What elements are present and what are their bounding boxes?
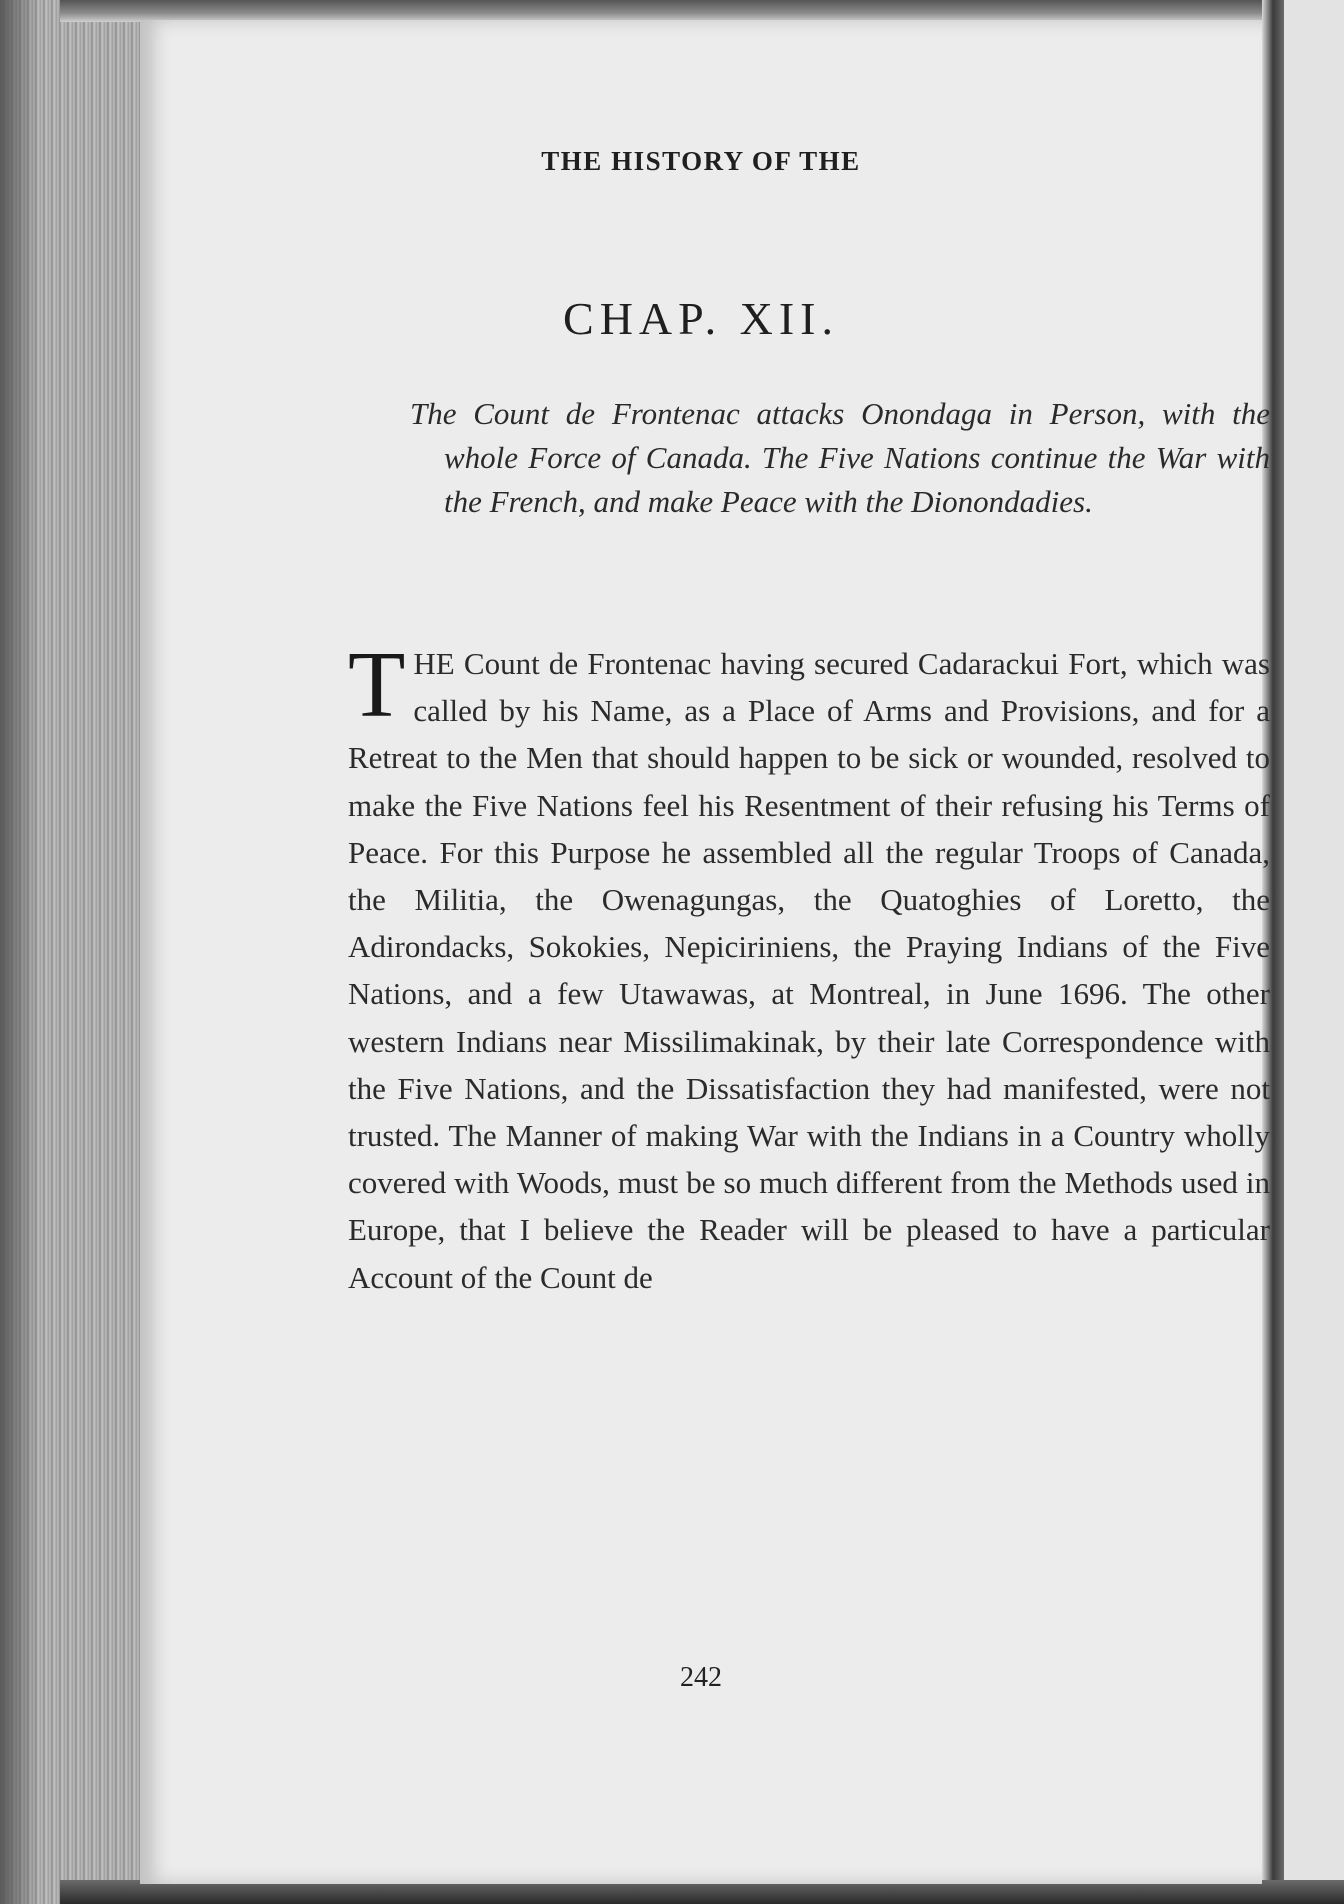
body-text: HE Count de Frontenac having secured Cadarackui Fort, which was called by his Name, as a Place of Arms and Provisions, and for a Retreat to the Men that should happen to be sick or wounded, resolved to make the Five Nations feel his Resentment of their refusing his Terms of Peace. For this Purpose he assembled all the regular Troops of Canada, the Militia, the Owenagungas, the Quatoghies of Loretto, the Adirondacks, Sokokies, Nepiciriniens, the Praying Indians of the Five Nations, and a few Utawawas, at Montreal, in June 1696. The other western Indians near Missilimakinak, by their late Correspondence with the Five Nations, and the Dissatisfaction they had manifested, were not trusted. The Manner of making War with the Indians in a Country wholly covered with Woods, must be so much different from the Methods used in Europe, that I believe the Reader will be pleased to have a particular Account of the Count de (348, 646, 1270, 1295)
drop-cap: T (348, 633, 406, 737)
page-number: 242 (680, 1662, 722, 1693)
chapter-title: CHAP. XII. (563, 293, 839, 344)
facing-page-edge (1284, 0, 1344, 1904)
book-page (140, 20, 1270, 1884)
top-edge (60, 0, 1290, 22)
chapter-summary: The Count de Frontenac attacks Onondaga in Person, with the whole Force of Canada. The Five Nations continue the War with the French, and make Peace with the Dionondadies. (410, 396, 1270, 519)
running-head: THE HISTORY OF THE (541, 146, 861, 176)
body-paragraph (348, 633, 1270, 1301)
page-stack-shadow (0, 0, 40, 1904)
